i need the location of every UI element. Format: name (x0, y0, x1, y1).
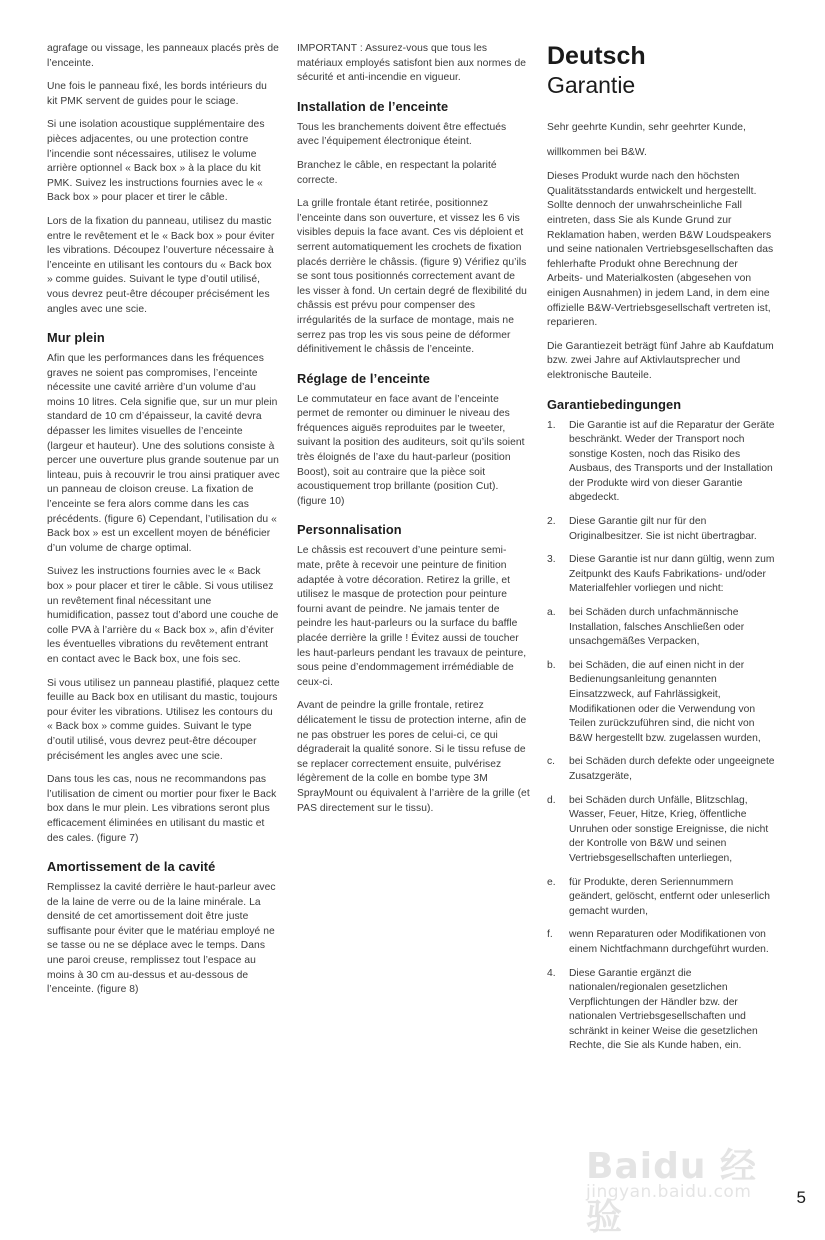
list-marker: f. (547, 929, 553, 941)
list-text: Diese Garantie ist nur dann gültig, wenn zum Zeitpunkt des Kaufs Fabrikations- und/oder Materialfehler vorliegen und nicht: (569, 554, 775, 595)
heading-installation: Installation de l’enceinte (297, 98, 449, 114)
language-heading: Deutsch (547, 42, 646, 70)
conditions-list (547, 419, 775, 1055)
paragraph: Afin que les performances dans les fréquences graves ne soient pas compromises, l’enceinte nécessite une cavité arrière d’un volume d’au moins 10 litres. Cela signifie que, sur un mur plein standard de 10 cm d’épaisseur, la cavité devra dépasser les limites visuelles de l’enceinte (largeur et hauteur). Une des solutions consiste à percer une ouverture plus grande soutenue par un linteau, puis à recouvrir le trou ainsi pratiquer avec un panneau de cloison creuse. La fixation de l’enceinte se fera alors comme dans les cas précédents. (figure 6) Cependant, l’utilisation du « Back box » est un excellent moyen de bénéficier d’un volume de charge optimal. (47, 353, 280, 554)
list-item (547, 515, 775, 544)
paragraph: Le commutateur en face avant de l’enceinte permet de remonter ou diminuer le niveau des fréquences aiguës reproduites par le tweeter, suivant la position des auditeurs, soit qu’ils soient très éloignés de l’axe du haut-parleur (position Boost), soit au contraire que la pièce soit acoustiquement trop brillante (position Cut). (figure 10) (297, 393, 525, 507)
paragraph: Lors de la fixation du panneau, utilisez du mastic entre le revêtement et le « Back box » pour éviter les vibrations. Découpez l’ouverture nécessaire à l’enceinte en utilisant les contours du « Back box » comme guides. Suivant le type d’outil utilisé, vous devrez peut-être découper précisément les angles avec une scie. (47, 215, 275, 315)
paragraph: Branchez le câble, en respectant la polarité correcte. (297, 159, 497, 186)
list-text: Die Garantie ist auf die Reparatur der Geräte beschränkt. Weder der Transport noch sonstige Kosten, noch das Risiko des Ausbaus, des Transports und der Installation der Produkte wird von dieser Garantie abgedeckt. (569, 419, 775, 504)
watermark-url: jingyan.baidu.com (586, 1182, 752, 1202)
greeting: Sehr geehrte Kundin, sehr geehrter Kunde, (547, 122, 746, 133)
list-item (547, 419, 775, 507)
paragraph: Die Garantiezeit beträgt fünf Jahre ab Kaufdatum bzw. zwei Jahre auf Aktivlautsprecher und elektronische Bauteile. (547, 340, 774, 381)
column-3-german (547, 42, 775, 1063)
list-item (547, 967, 775, 1055)
paragraph: Si une isolation acoustique supplémentaire des pièces adjacentes, ou une protection contre l’incendie sont nécessaires, utilisez le volume arrière optionnel « Back box » à la place du kit PMK. Suivez les instructions fournies avec le « Back box » pour placer et tirer le câble. (47, 119, 265, 204)
list-item (547, 876, 775, 920)
paragraph-important: IMPORTANT : Assurez-vous que tous les matériaux employés satisfont bien aux normes de sécurité et anti-incendie en vigueur. (297, 43, 526, 84)
list-marker: e. (547, 876, 556, 888)
list-marker: c. (547, 756, 556, 768)
list-item (547, 755, 775, 784)
paragraph: Une fois le panneau fixé, les bords intérieurs du kit PMK servent de guides pour le sciage. (47, 81, 267, 107)
paragraph: Dans tous les cas, nous ne recommandons pas l’utilisation de ciment ou mortier pour fixer le Back box dans le mur plein. Les vibrations seront plus efficacement éliminées en utilisant du mastic et des cales. (figure 7) (47, 774, 277, 844)
heading-reglage: Réglage de l’enceinte (297, 370, 430, 386)
list-marker: 3. (547, 554, 556, 566)
list-text: bei Schäden durch defekte oder ungeeignete Zusatzgeräte, (569, 756, 775, 782)
list-text: bei Schäden, die auf einen nicht in der Bedienungsanleitung genannten Einsatzzweck, auf Fahrlässigkeit, Modifikationen oder die Verwendung von Teilen zurückzuführen sind, die nicht von B&W hergestellt bzw. zugelassen wurden, (569, 659, 761, 744)
list-text: Diese Garantie gilt nur für den Originalbesitzer. Sie ist nicht übertragbar. (569, 516, 757, 542)
heading-mur-plein: Mur plein (47, 330, 105, 346)
heading-personnalisation: Personnalisation (297, 522, 402, 538)
paragraph: La grille frontale étant retirée, positionnez l’enceinte dans son ouverture, et vissez les 6 vis visibles depuis la face avant. Ces vis déploient et serrent automatiquement les crochets de fixation placés derrière le châssis. (figure 9) Vérifiez qu’ils se sont tous positionnés correctement avant de les visser à fond. Un certain degré de flexibilité du châssis est prévu pour compenser des irrégularités de la surface de montage, mais ne serrez pas trop les vis sous peine de déformer définitivement le châssis de l’enceinte. (297, 198, 527, 356)
paragraph: Dieses Produkt wurde nach den höchsten Qualitätsstandards entwickelt und hergestellt. Sollte dennoch der unwahrscheinliche Fall eintreten, dass Sie als Kunde Grund zur Reklamation haben, werden B&W Loudspeakers und seine nationalen Vertriebsgesellschaften das fehlerhafte Produkt ohne Berechnung der Arbeits- und Materialkosten (abgesehen von einigen Ausnahmen) in jedem Land, in dem eine offizielle B&W-Vertriebsgesellschaft vertreten ist, reparieren. (547, 171, 774, 329)
list-item (547, 606, 775, 650)
baidu-watermark (582, 1138, 782, 1238)
list-text: bei Schäden durch unfachmännische Installation, falsches Anschließen oder unsachgemäßes Verpacken, (569, 607, 745, 648)
paragraph: Le châssis est recouvert d’une peinture semi-mate, prête à recevoir une peinture de finition adaptée à votre décoration. Retirez la grille, et utilisez le masque de protection pour peinture fourni avant de peindre. Ne jamais tenter de peindre les haut-parleurs ou la surface du baffle placée derrière la grille ! Évitez aussi de toucher les haut-parleurs pendant les travaux de peinture, sous peine d’endommagement irrémédiable de ceux-ci. (297, 545, 527, 688)
list-item (547, 553, 775, 597)
watermark-logo: Baidu 经验 (586, 1146, 758, 1238)
list-marker: d. (547, 794, 556, 806)
paragraph: Avant de peindre la grille frontale, retirez délicatement le tissu de protection interne, afin de ne pas obstruer les pores de celui-ci, ce qui dégraderait la qualité sonore. Si le tissu refuse de se replacer correctement ensuite, pulvérisez légèrement de la colle en bombe type 3M SprayMount ou équivalent à l’arrière de la grille (et PAS directement sur le tissu). (297, 700, 530, 814)
heading-garantiebedingungen: Garantiebedingungen (547, 396, 682, 412)
heading-amortissement: Amortissement de la cavité (47, 859, 216, 875)
page-number: 5 (796, 1188, 806, 1207)
section-title: Garantie (547, 72, 636, 98)
list-marker: a. (547, 607, 556, 619)
list-marker: 4. (547, 967, 556, 979)
list-marker: b. (547, 659, 556, 671)
paragraph: Si vous utilisez un panneau plastifié, plaquez cette feuille au Back box en utilisant du mastic, toujours pour éviter les vibrations. Utilisez les contours du « Back box » comme guides. Suivant le type d’outil utilisé, vous devrez peut-être découper précisément les angles avec une scie. (47, 677, 280, 762)
column-2-french (297, 42, 530, 825)
list-item (547, 928, 775, 957)
list-marker: 2. (547, 516, 556, 528)
paragraph: Suivez les instructions fournies avec le « Back box » pour placer et tirer le câble. Si vous utilisez un revêtement final nécessitant une humidification, passez tout d’abord une couche de colle PVA à l’arrière du « Back box », afin d’éviter les éventuelles vibrations du revêtement entrant en contact avec le Back box, une fois sec. (47, 566, 279, 665)
paragraph: agrafage ou vissage, les panneaux placés près de l’enceinte. (47, 43, 279, 69)
column-1-french (47, 42, 280, 1007)
paragraph: Tous les branchements doivent être effectués avec l’équipement électronique éteint. (297, 121, 507, 148)
list-text: für Produkte, deren Seriennummern geändert, gelöscht, entfernt oder unleserlich gemacht wurden, (569, 876, 770, 917)
list-text: Diese Garantie ergänzt die nationalen/regionalen gesetzlichen Verpflichtungen der Händler bzw. der nationalen Vertriebsgesellschaften und schränkt in keiner Weise die gesetzlichen Rechte, die Sie als Kunde haben, ein. (569, 967, 758, 1052)
welcome: willkommen bei B&W. (547, 146, 647, 158)
paragraph: Remplissez la cavité derrière le haut-parleur avec de la laine de verre ou de la laine minérale. La densité de cet amortissement doit être juste suffisante pour éviter que le matériau employé ne se tasse ou ne se déplace avec le temps. Dans une paroi creuse, remplissez tout l’espace au moins à 30 cm au-dessus et au-dessous de l’enceinte. (figure 8) (47, 882, 276, 996)
list-item (547, 659, 775, 747)
list-marker: 1. (547, 419, 556, 431)
list-item (547, 794, 775, 867)
list-text: bei Schäden durch Unfälle, Blitzschlag, Wasser, Feuer, Hitze, Krieg, öffentliche Unruhen oder sonstige Ereignisse, die nicht der Kontrolle von B&W und seinen Vertriebsgesellschaften unterliegen, (569, 794, 769, 864)
list-text: wenn Reparaturen oder Modifikationen von einem Nichtfachmann durchgeführt wurden. (569, 929, 769, 955)
